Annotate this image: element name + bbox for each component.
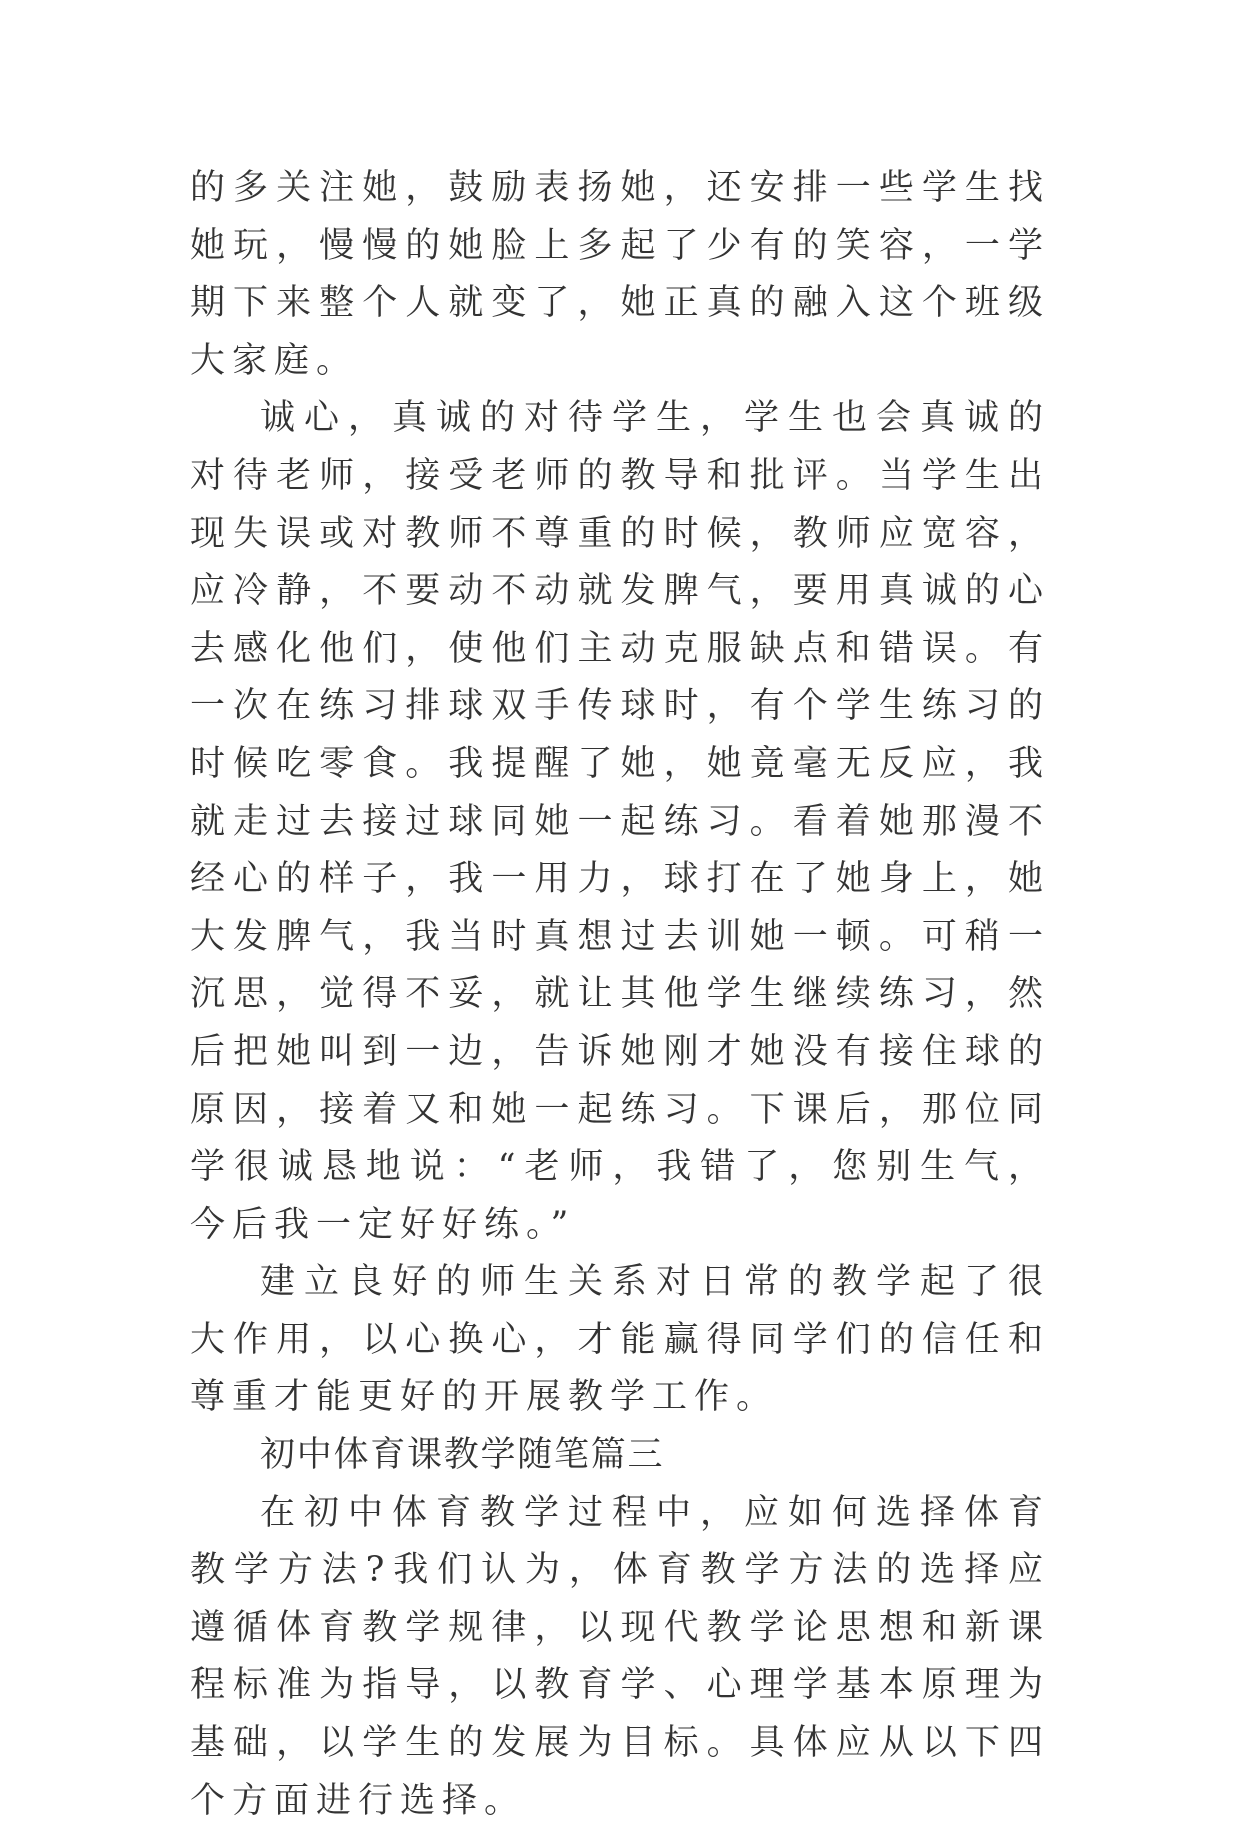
paragraph-continued: 的多关注她，鼓励表扬她，还安排一些学生找她玩，慢慢的她脸上多起了少有的笑容，一学期下来整个人就变了，她正真的融入这个班级大家庭。: [190, 168, 1050, 381]
paragraph-relationship: 建立良好的师生关系对日常的教学起了很大作用，以心换心，才能赢得同学们的信任和尊重才能更好的开展教学工作。: [190, 1262, 1050, 1418]
section-heading: 初中体育课教学随笔篇三: [260, 1435, 665, 1476]
body-text: [190, 160, 1050, 1830]
paragraph-sincerity: 诚心，真诚的对待学生，学生也会真诚的对待老师，接受老师的教导和批评。当学生出现失误或对教师不尊重的时候，教师应宽容，应冷静，不要动不动就发脾气，要用真诚的心去感化他们，使他们主动克服缺点和错误。有一次在练习排球双手传球时，有个学生练习的时候吃零食。我提醒了她，她竟毫无反应，我就走过去接过球同她一起练习。看着她那漫不经心的样子，我一用力，球打在了她身上，她大发脾气，我当时真想过去训她一顿。可稍一沉思，觉得不妥，就让其他学生继续练习，然后把她叫到一边，告诉她刚才她没有接住球的原因，接着又和她一起练习。下课后，那位同学很诚恳地说：“老师，我错了，您别生气，今后我一定好好练。”: [190, 398, 1050, 1245]
paragraph-teaching-methods: 在初中体育教学过程中，应如何选择体育教学方法?我们认为，体育教学方法的选择应遵循体育教学规律，以现代教学论思想和新课程标准为指导，以教育学、心理学基本原理为基础，以学生的发展为目标。具体应从以下四个方面进行选择。: [190, 1492, 1050, 1821]
